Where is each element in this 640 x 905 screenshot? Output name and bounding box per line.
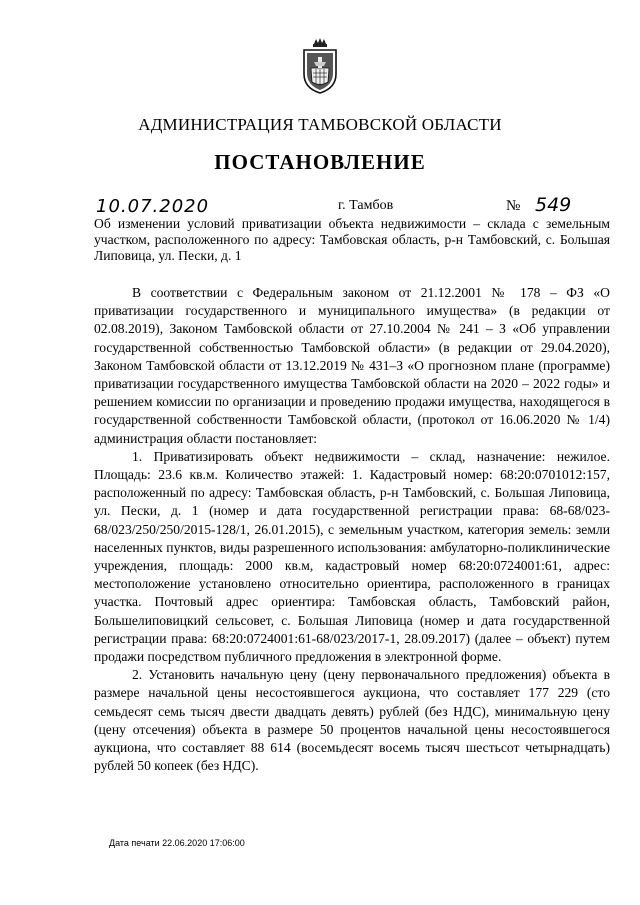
document-type-title: ПОСТАНОВЛЕНИЕ bbox=[214, 150, 426, 174]
body-paragraph: 2. Установить начальную цену (цену первоначального предложения) объекта в размере начальной цены несостоявшегося аукциона, что составляет 177 229 (сто семьдесят семь тысяч двести двадцать девять) рублей (без НДС), минимальную цену (цену отсечения) объекта в размере 50 процентов начальной цены несостоявшегося аукциона, что составляет 88 614 (восемьдесят восемь тысяч шестьсот четырнадцать) рублей 50 копеек (без НДС). bbox=[94, 667, 610, 774]
document-city: г. Тамбов bbox=[338, 198, 394, 213]
document-body bbox=[94, 284, 610, 775]
print-date-footer: Дата печати 22.06.2020 17:06:00 bbox=[109, 838, 245, 848]
body-paragraph: 1. Приватизировать объект недвижимости – склад, назначение: нежилое. Площадь: 23.6 кв.м. Количество этажей: 1. Кадастровый номер: 68:20:0701012:157, расположенный по адресу: Тамбовская область, р-н Тамбовский, с. Большая Липовица, ул. Пески, д. 1 (номер и дата государственной регистрации права: 68-68/023-68/023/250/250/2015-128/1, 26.01.2015), с земельным участком, категория земель: земли населенных пунктов, виды разрешенного использования: амбулаторно-поликлинические учреждения, площадь: 2000 кв.м, кадастровый номер 68:20:0724001:61, адрес: местоположение установлено относительно ориентира, расположенного в границах участка. Почтовый адрес ориентира: Тамбовская область, Тамбовский район, Большелиповицкий сельсовет, с. Большая Липовица (номер и дата государственной регистрации права: 68:20:0724001:61-68/023/2017-1, 28.09.2017) (далее – объект) путем продажи посредством публичного предложения в электронной форме. bbox=[94, 448, 610, 665]
document-date: 10.07.2020 bbox=[96, 196, 210, 217]
coat-of-arms-icon bbox=[300, 38, 340, 94]
body-paragraph: В соответствии с Федеральным законом от 21.12.2001 № 178 – ФЗ «О приватизации государственного и муниципального имущества» (в редакции от 02.08.2019), Законом Тамбовской области от 27.10.2004 № 241 – З «Об управлении государственной собственностью Тамбовской области» (в редакции от 29.04.2020), Законом Тамбовской области от 13.12.2019 № 431–З «О прогнозном плане (программе) приватизации государственного имущества Тамбовской области на 2020 – 2022 годы» и решением комиссии по организации и проведению продажи имущества, находящегося в государственной собственности Тамбовской области, (протокол от 16.06.2020 № 1/4) администрация области постановляет: bbox=[94, 285, 610, 446]
organization-title: АДМИНИСТРАЦИЯ ТАМБОВСКОЙ ОБЛАСТИ bbox=[138, 115, 502, 134]
document-number: 549 bbox=[535, 194, 572, 216]
document-number-label: № bbox=[506, 198, 521, 214]
document-subject: Об изменении условий приватизации объекта недвижимости – склада с земельным участком, расположенного по адресу: Тамбовская область, р-н Тамбовский, с. Большая Липовица, ул. Пески, д. 1 bbox=[94, 216, 610, 263]
